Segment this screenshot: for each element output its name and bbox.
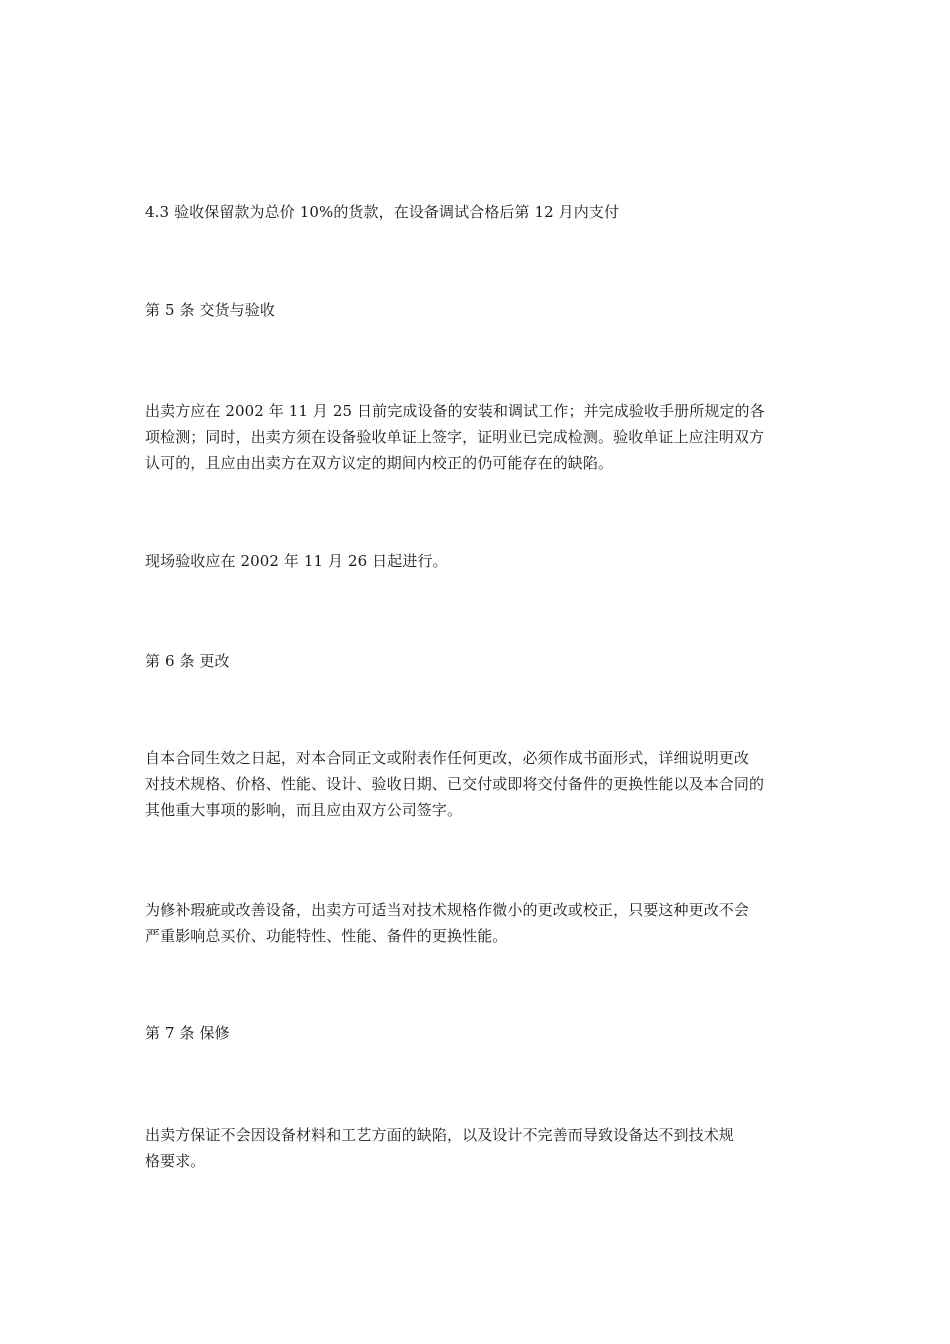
article-6-paragraph-2 [145, 897, 810, 949]
text-line: 对技术规格、价格、性能、设计、验收日期、已交付或即将交付备件的更换性能以及本合同的 [145, 775, 765, 793]
article-5-heading: 第 5 条 交货与验收 [145, 301, 275, 319]
text-line: 自本合同生效之日起，对本合同正文或附表作任何更改，必须作成书面形式，详细说明更改 [145, 749, 750, 767]
text-line: 出卖方保证不会因设备材料和工艺方面的缺陷，以及设计不完善而导致设备达不到技术规 [145, 1126, 734, 1144]
article-5-paragraph-1 [145, 398, 810, 476]
article-7-paragraph-1 [145, 1122, 810, 1174]
article-6-heading: 第 6 条 更改 [145, 652, 230, 670]
text-line: 其他重大事项的影响，而且应由双方公司签字。 [145, 801, 463, 819]
article-6-paragraph-1 [145, 745, 810, 823]
text-line: 项检测；同时，出卖方须在设备验收单证上签字，证明业已完成检测。验收单证上应注明双方 [145, 428, 765, 446]
text-line: 认可的，且应由出卖方在双方议定的期间内校正的仍可能存在的缺陷。 [145, 454, 614, 472]
clause-4-3: 4.3 验收保留款为总价 10%的货款，在设备调试合格后第 12 月内支付 [145, 203, 620, 221]
text-line: 出卖方应在 2002 年 11 月 25 日前完成设备的安装和调试工作；并完成验收手册所规定的各 [145, 402, 765, 420]
article-5-paragraph-2: 现场验收应在 2002 年 11 月 26 日起进行。 [145, 552, 448, 570]
text-line: 为修补瑕疵或改善设备，出卖方可适当对技术规格作微小的更改或校正，只要这种更改不会 [145, 901, 750, 919]
text-line: 格要求。 [145, 1152, 206, 1170]
article-7-heading: 第 7 条 保修 [145, 1024, 230, 1042]
text-line: 严重影响总买价、功能特性、性能、备件的更换性能。 [145, 927, 508, 945]
